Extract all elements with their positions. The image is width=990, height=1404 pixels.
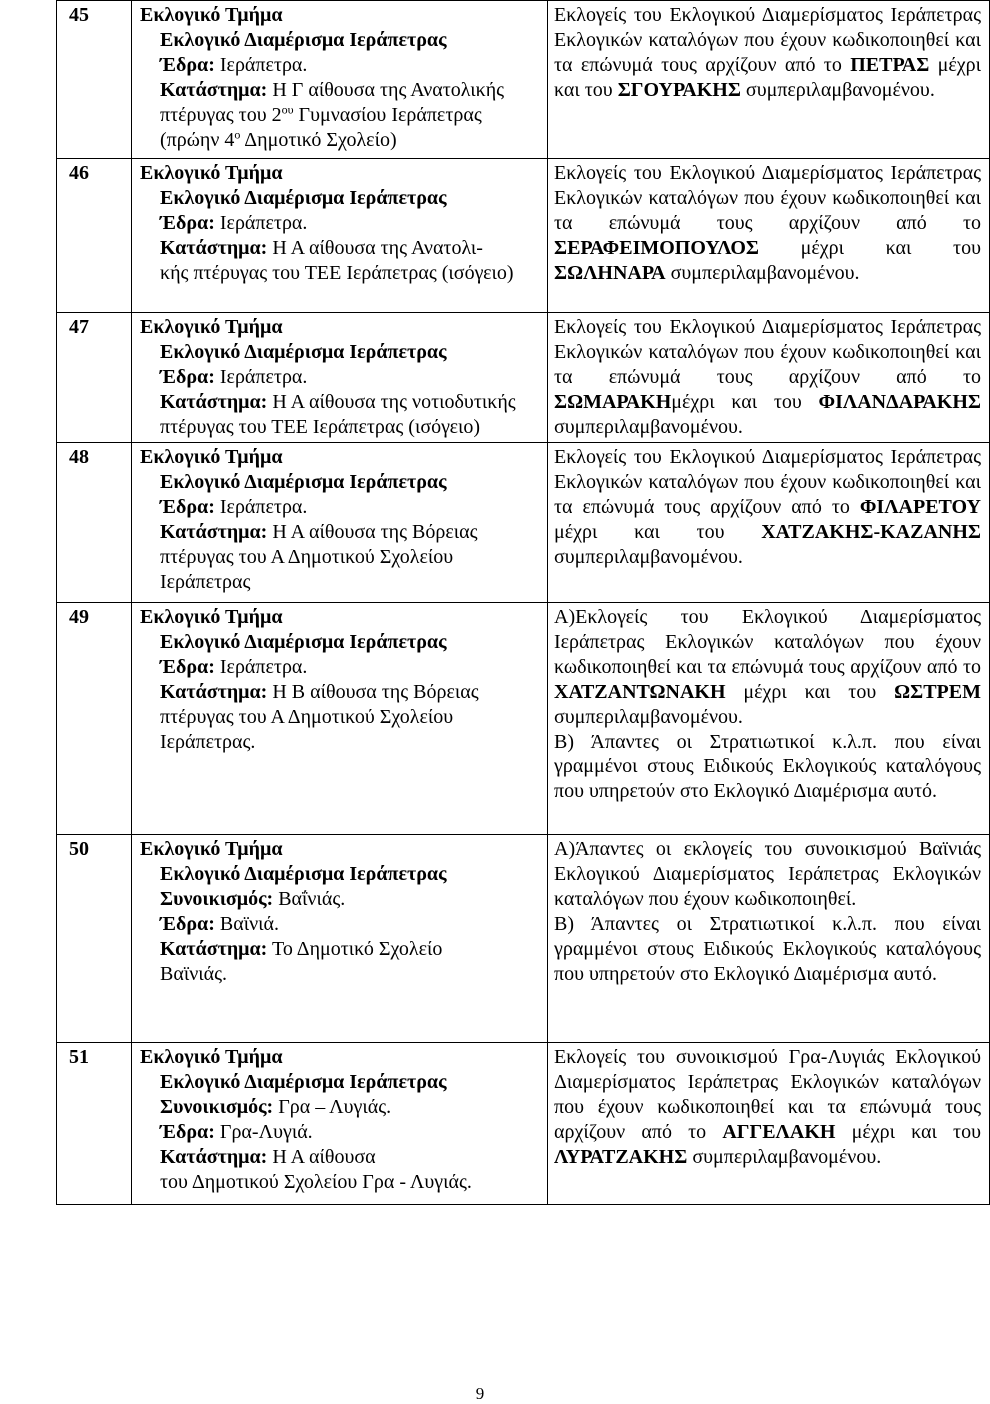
surname-bold: ΣΩΛΗΝΑΡΑ [554, 261, 666, 284]
detail-line [140, 1170, 547, 1195]
field-value: Η Γ αίθουσα της Ανατολικής [267, 78, 505, 101]
field-label: Έδρα: [160, 365, 215, 388]
text-run: Β) Άπαντες οι Στρατιωτικοί κ.λ.π. που είναι γραμμένοι στους Ειδικούς Εκλογικούς καταλόγους που υπηρετούν στο Εκλογικό Διαμέρισμα αυτό. [554, 730, 981, 803]
detail-line [140, 211, 547, 236]
text-run: συμπεριλαμβανομένου. [554, 545, 743, 568]
page-number: 9 [475, 1384, 485, 1403]
field-label: Έδρα: [160, 1120, 215, 1143]
table-row [57, 159, 990, 313]
surname-bold: ΠΕΤΡΑΣ [850, 53, 930, 76]
text-run: Α)Εκλογείς του Εκλογικού Διαμερίσματος Ιεράπετρας Εκλογικών καταλόγων που έχουν κωδικοποιηθεί και τα επώνυμά τους αρχίζουν από το [554, 606, 981, 678]
detail-line: πτέρυγας του $2^{o\upsilon}$ Γυμνασίου Ιεράπετρας [160, 101, 482, 126]
detail-line [140, 630, 547, 655]
surname-bold: ΣΕΡΑΦΕΙΜΟΠΟΥΛΟΣ [554, 236, 759, 259]
heading-text: Εκλογικό Διαμέρισμα Ιεράπετρας [160, 340, 447, 363]
detail-line [140, 730, 547, 755]
field-value: Γρα-Λυγιά. [214, 1120, 313, 1143]
text-run: Εκλογείς του Εκλογικού Διαμερίσματος Ιεράπετρας Εκλογικών καταλόγων που έχουν κωδικοποιηθεί και τα επώνυμά τους αρχίζουν από το [554, 4, 981, 76]
detail-line [140, 655, 547, 680]
detail-line [140, 912, 547, 937]
field-label: Έδρα: [160, 53, 215, 76]
detail-line [140, 390, 547, 415]
surname-bold: ΣΩΜΑΡΑΚΗ [554, 390, 672, 413]
line-text: Βαϊνιάς. [160, 962, 228, 985]
detail-line [140, 186, 547, 211]
field-value: Ιεράπετρα. [214, 495, 308, 518]
voters-paragraph [554, 315, 981, 440]
field-label: Κατάστημα: [160, 520, 268, 543]
voters-description [548, 1, 990, 159]
line-text: Ιεράπετρας. [160, 730, 256, 753]
line-text: πτέρυγας του Α Δημοτικού Σχολείου [160, 705, 454, 728]
section-details [132, 443, 548, 603]
table-row [57, 443, 990, 603]
field-label: Έδρα: [160, 211, 215, 234]
surname-bold: ΧΑΤΖΑΝΤΩΝΑΚΗ [554, 680, 726, 703]
text-run: μέχρι και του [725, 680, 895, 703]
text-run: Εκλογείς του Εκλογικού Διαμερίσματος Ιεράπετρας Εκλογικών καταλόγων που έχουν κωδικοποιηθεί και τα επώνυμά τους αρχίζουν από το [554, 162, 981, 234]
heading-text: Εκλογικό Τμήμα [140, 4, 283, 26]
text-run: Α)Άπαντες οι εκλογείς του συνοικισμού Βαϊνιάς Εκλογικού Διαμερίσματος Ιεράπετρας Εκλογικών καταλόγων που έχουν κωδικοποιηθεί. [554, 838, 981, 910]
surname-bold: ΛΥΡΑΤΖΑΚΗΣ [554, 1145, 688, 1168]
text-run: συμπεριλαμβανομένου. [687, 1145, 882, 1168]
field-value: Βαϊνιά. [214, 912, 279, 935]
section-details [132, 159, 548, 313]
line-text: πτέρυγας του ΤΕΕ Ιεράπετρας (ισόγειο) [160, 415, 481, 438]
field-label: Έδρα: [160, 655, 215, 678]
section-details [132, 313, 548, 443]
heading-text: Εκλογικό Τμήμα [140, 446, 283, 468]
voters-paragraph [554, 912, 981, 987]
table-body [57, 1, 990, 1205]
section-number: 47 [57, 313, 132, 443]
line-text: κής πτέρυγας του ΤΕΕ Ιεράπετρας (ισόγειο) [160, 261, 514, 284]
detail-line [140, 962, 547, 987]
field-label: Κατάστημα: [160, 1145, 268, 1168]
table-row [57, 313, 990, 443]
field-label: Κατάστημα: [160, 937, 268, 960]
heading-text: Εκλογικό Τμήμα [140, 606, 283, 628]
detail-line [140, 78, 547, 103]
voters-description [548, 1043, 990, 1205]
detail-line [140, 261, 547, 286]
voters-paragraph [554, 605, 981, 730]
heading-text: Εκλογικό Διαμέρισμα Ιεράπετρας [160, 470, 447, 493]
field-label: Κατάστημα: [160, 390, 268, 413]
heading-text: Εκλογικό Τμήμα [140, 838, 283, 860]
section-number: 51 [57, 1043, 132, 1205]
field-value: Ιεράπετρα. [214, 211, 308, 234]
heading-text: Εκλογικό Διαμέρισμα Ιεράπετρας [160, 862, 447, 885]
text-run: συμπεριλαμβανομένου. [554, 705, 743, 728]
detail-line [140, 862, 547, 887]
voters-paragraph [554, 1045, 981, 1170]
voters-paragraph [554, 161, 981, 286]
detail-line [140, 1120, 547, 1145]
detail-line [140, 415, 547, 440]
text-run: μέχρι και του [835, 1120, 981, 1143]
field-label: Συνοικισμός: [160, 1095, 274, 1118]
voters-description [548, 313, 990, 443]
detail-line [140, 1045, 547, 1070]
text-run: Β) Άπαντες οι Στρατιωτικοί κ.λ.π. που είναι γραμμένοι στους Ειδικούς Εκλογικούς καταλόγους που υπηρετούν στο Εκλογικό Διαμέρισμα αυτό. [554, 912, 981, 985]
text-run: μέχρι και του [554, 53, 982, 101]
text-run: συμπεριλαμβανομένου. [554, 415, 743, 438]
line-text: πτέρυγας του Α Δημοτικού Σχολείου [160, 545, 454, 568]
field-label: Συνοικισμός: [160, 887, 274, 910]
field-value: Ιεράπετρα. [214, 365, 308, 388]
field-value: Ιεράπετρα. [214, 53, 308, 76]
field-value: Βαΐνιάς. [273, 887, 346, 910]
voters-description [548, 159, 990, 313]
detail-line [140, 937, 547, 962]
text-run: συμπεριλαμβανομένου. [740, 78, 935, 101]
text-run: μέχρι και του [554, 520, 762, 543]
detail-line [140, 545, 547, 570]
field-value: Γρα – Λυγιάς. [273, 1095, 392, 1118]
detail-line [140, 161, 547, 186]
text-run: μέχρι και του [671, 390, 819, 413]
detail-line [140, 445, 547, 470]
section-number: 46 [57, 159, 132, 313]
table-row [57, 603, 990, 835]
detail-line [140, 340, 547, 365]
voters-description [548, 443, 990, 603]
field-value: Ιεράπετρα. [214, 655, 308, 678]
detail-line [140, 495, 547, 520]
surname-bold: ΣΓΟΥΡΑΚΗΣ [617, 78, 741, 101]
detail-line [140, 1070, 547, 1095]
surname-bold: ΑΓΓΕΛΑΚΗ [722, 1120, 836, 1143]
field-value: Η Α αίθουσα της νοτιοδυτικής [267, 390, 516, 413]
detail-line: (πρώην $4^o$ Δημοτικό Σχολείο) [160, 126, 397, 151]
line-text: Ιεράπετρας [160, 570, 251, 593]
voters-paragraph [554, 730, 981, 805]
detail-line [140, 705, 547, 730]
detail-line [140, 570, 547, 595]
voters-description [548, 835, 990, 1043]
section-number: 49 [57, 603, 132, 835]
field-label: Κατάστημα: [160, 78, 268, 101]
detail-line [140, 236, 547, 261]
detail-line [140, 605, 547, 630]
field-value: Το Δημοτικό Σχολείο [267, 937, 443, 960]
voters-paragraph [554, 837, 981, 912]
section-details [132, 1, 548, 159]
voters-paragraph [554, 445, 981, 570]
ordinal-superscript: ου [281, 101, 294, 116]
detail-line [140, 887, 547, 912]
section-number: 48 [57, 443, 132, 603]
detail-line [140, 520, 547, 545]
detail-line [140, 3, 547, 28]
field-value: Η Α αίθουσα [267, 1145, 376, 1168]
heading-text: Εκλογικό Διαμέρισμα Ιεράπετρας [160, 630, 447, 653]
table-row [57, 1, 990, 159]
surname-bold: ΦΙΛΑΡΕΤΟΥ [859, 495, 981, 518]
table-row [57, 835, 990, 1043]
field-value: Η Β αίθουσα της Βόρειας [267, 680, 479, 703]
detail-line [140, 315, 547, 340]
section-details [132, 603, 548, 835]
field-label: Κατάστημα: [160, 680, 268, 703]
heading-text: Εκλογικό Τμήμα [140, 316, 283, 338]
text-run: μέχρι και του [758, 236, 981, 259]
voters-paragraph [554, 3, 981, 103]
field-value: Η Α αίθουσα της Ανατολι- [267, 236, 483, 259]
ordinal-superscript: ο [234, 126, 241, 141]
voters-description [548, 603, 990, 835]
line-text: του Δημοτικού Σχολείου Γρα - Λυγιάς. [160, 1170, 472, 1193]
detail-line [140, 680, 547, 705]
detail-line [140, 470, 547, 495]
polling-stations-table [56, 0, 990, 1205]
field-label: Έδρα: [160, 912, 215, 935]
detail-line [140, 365, 547, 390]
text-run: συμπεριλαμβανομένου. [665, 261, 860, 284]
heading-text: Εκλογικό Τμήμα [140, 162, 283, 184]
table-row [57, 1043, 990, 1205]
section-number: 45 [57, 1, 132, 159]
text-run: Εκλογείς του συνοικισμού Γρα-Λυγιάς Εκλογικού Διαμερίσματος Ιεράπετρας Εκλογικών καταλόγων που έχουν κωδικοποιηθεί και τα επώνυμά τους αρχίζουν από το [554, 1046, 981, 1143]
detail-line [140, 837, 547, 862]
detail-line [140, 1145, 547, 1170]
heading-text: Εκλογικό Τμήμα [140, 1046, 283, 1068]
surname-bold: ΦΙΛΑΝΔΑΡΑΚΗΣ [818, 390, 981, 413]
section-details [132, 835, 548, 1043]
detail-line [140, 53, 547, 78]
field-value: Η Α αίθουσα της Βόρειας [267, 520, 478, 543]
detail-line [140, 28, 547, 53]
section-number: 50 [57, 835, 132, 1043]
field-label: Έδρα: [160, 495, 215, 518]
detail-line [140, 1095, 547, 1120]
text-run: Εκλογείς του Εκλογικού Διαμερίσματος Ιεράπετρας Εκλογικών καταλόγων που έχουν κωδικοποιηθεί και τα επώνυμά τους αρχίζουν από το [554, 316, 981, 388]
surname-bold: ΧΑΤΖΑΚΗΣ-ΚΑΖΑΝΗΣ [761, 520, 981, 543]
field-label: Κατάστημα: [160, 236, 268, 259]
surname-bold: ΩΣΤΡΕΜ [894, 680, 981, 703]
section-details [132, 1043, 548, 1205]
heading-text: Εκλογικό Διαμέρισμα Ιεράπετρας [160, 1070, 447, 1093]
text-run: Εκλογείς του Εκλογικού Διαμερίσματος Ιεράπετρας Εκλογικών καταλόγων που έχουν κωδικοποιηθεί και τα επώνυμά τους αρχίζουν από το [554, 446, 981, 518]
heading-text: Εκλογικό Διαμέρισμα Ιεράπετρας [160, 186, 447, 209]
heading-text: Εκλογικό Διαμέρισμα Ιεράπετρας [160, 28, 447, 51]
